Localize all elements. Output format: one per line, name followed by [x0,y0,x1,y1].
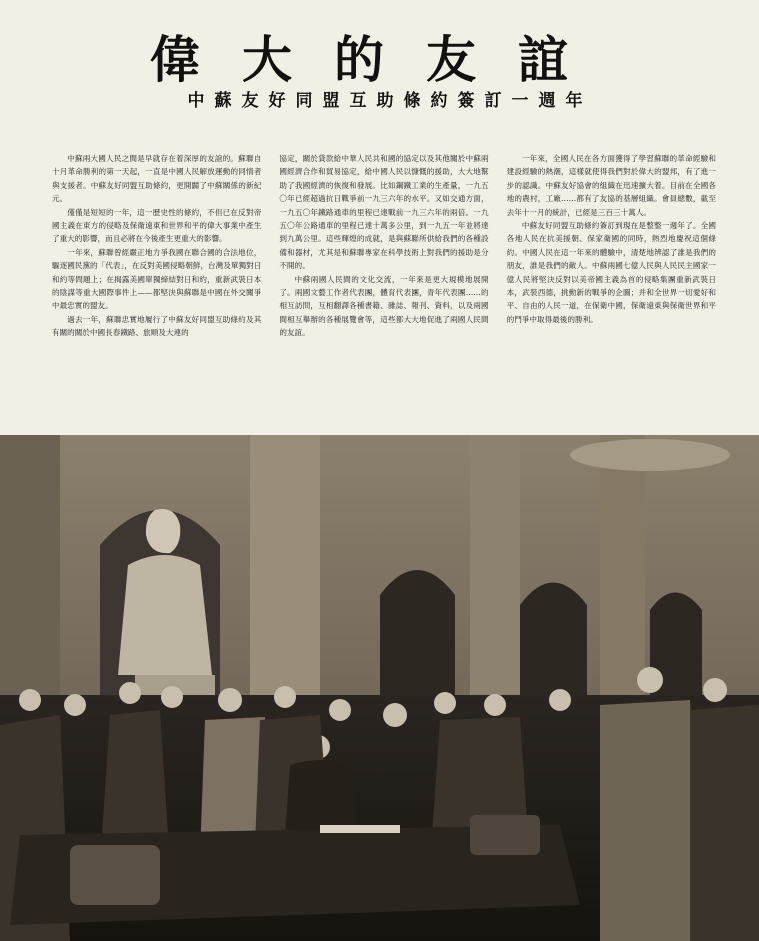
photo-illustration [0,435,759,941]
paragraph: 中蘇兩國人民間的文化交流，一年來是更大規模地展開了。兩國文藝工作者代表團，體育代表團，青年代表團……的相互訪問，互相翻譯各種書籍、雜誌、報刊、資料，以及兩國間相互舉辦的各種展覽會等，這些都大大地促進了兩國人民間的友誼。 [279,274,489,338]
paragraph: 一年來，蘇聯曾經嚴正地力爭我國在聯合國的合法地位，驅逐國民黨的「代表」，在反對美國侵略朝鮮，台灣及單獨對日和約等問題上；在揭露美國單獨締結對日和約，重新武裝日本的陰謀等重大國際事件上——都堅決與蘇聯是中國在外交關爭中最忠實的盟友。 [52,247,262,311]
paragraph: 過去一年，蘇聯忠實地履行了中蘇友好同盟互助條約及其有關的關於中國長春鐵路、旅順及大連的 [52,314,262,338]
paragraph: 一年來，全國人民在各方面獲得了學習蘇聯的革命經驗和建設經驗的熱潮，這樣就使得我們對於偉大的盟邦，有了進一步的認識。中蘇友好協會的組織在迅速擴大着。目前在全國各地的農村，工廠……都有了友協的基層組織。會員總數，截至去年十一月的統計，已經是三百三十萬人。 [506,154,716,217]
article-body [52,152,716,382]
paragraph: 協定，關於貸款給中華人民共和國的協定以及其他關於中蘇兩國經濟合作和貿易協定，給中國人民以慷慨的援助，大大地幫助了我國經濟的恢復和發展。比如鋼鐵工業的生產量，一九五〇年已經超過抗日戰爭前一九三六年的水平。又如交通方面，一九五〇年鐵路通車的里程已達戰前一九三六年的兩倍。一九五〇年公路通車的里程已達十萬多公里，到一九五一年並將達到九萬公里。這些輝煌的成就，是與蘇聯所供給我們的各種設備和器材，尤其是和蘇聯專家在科學技術上對我們的援助是分不開的。 [279,154,489,271]
historic-photo [0,435,759,941]
page-subtitle: 中蘇友好同盟互助條約簽訂一週年 [187,91,593,111]
page-title: 偉大的友誼 [150,31,610,89]
paragraph: 中蘇兩大國人民之間是早就存在着深厚的友誼的。蘇聯自十月革命勝利的第一天起，一直是中國人民解放運動的同情者與支援者。中蘇友好同盟互助條約，更開闢了中蘇關係的新紀元。 [52,154,262,204]
article-column-3 [507,152,716,382]
article-column-2 [279,152,488,382]
paragraph: 僅僅是短短的一年，這一歷史性的條約，不但已在反對帝國主義在東方的侵略及保衛遠東和世界和平的偉大事業中產生了重大的影響，而且必將在今後產生更重大的影響。 [52,207,262,244]
paragraph: 中蘇友好同盟互助條約簽訂到現在是整整一週年了。全國各地人民在抗美援朝、保家衛國的同時，熱烈地慶祝這個條約。中國人民在這一年來的體驗中，清楚地辨認了誰是我們的朋友，誰是我們的敵人。中蘇兩國七億人民與人民民主國家一億人民將堅決反對以美帝國主義為首的侵略集團重新武裝日本，武裝西德，挑動新的戰爭的企圖；并和全世界一切愛好和平、自由的人民一道，在保衛中國，保衛遠東與保衛世界和平的鬥爭中取得最後的勝利。 [506,221,716,324]
article-column-1 [52,152,261,382]
